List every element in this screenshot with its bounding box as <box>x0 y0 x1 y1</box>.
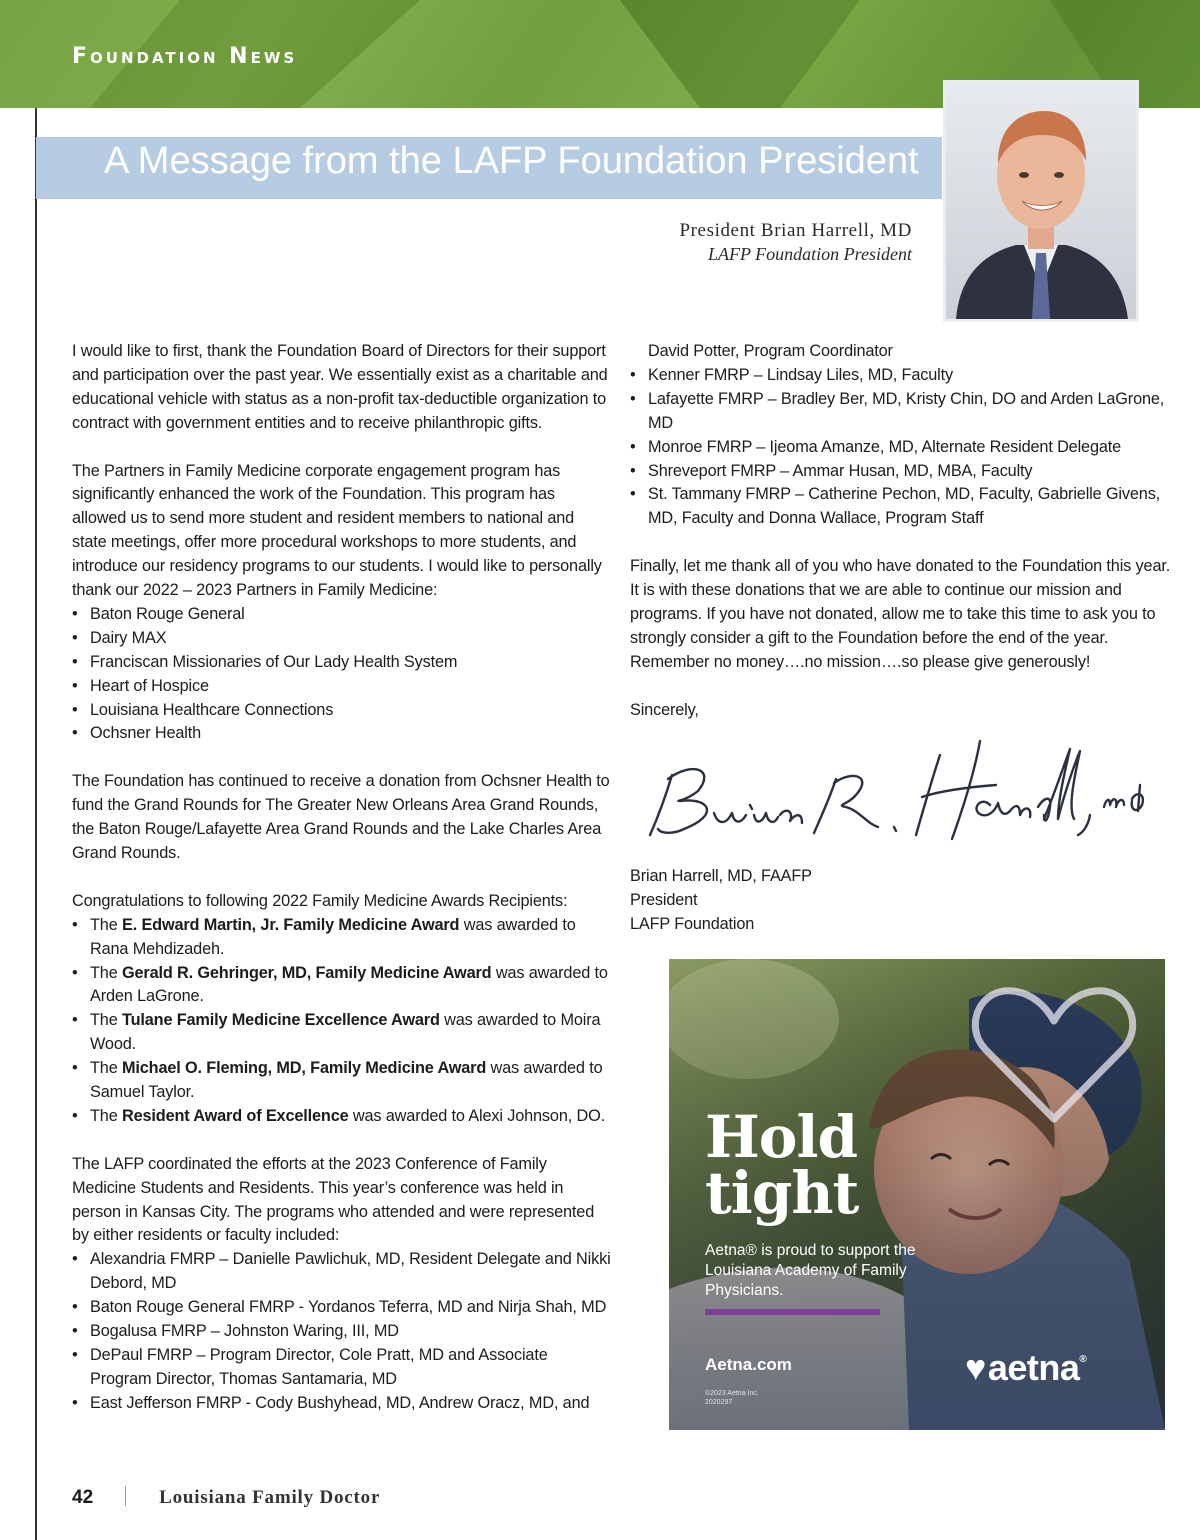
award-name: Tulane Family Medicine Excellence Award <box>121 1011 440 1030</box>
list-item: • Shreveport FMRP – Ammar Husan, MD, MBA, Faculty <box>630 460 1175 484</box>
paragraph-conference: The LAFP coordinated the efforts at the 2023 Conference of Family Medicine Students and Residents. This year’s conference was held in person in Kansas City. The programs who attended and were represented by either residents or faculty included: <box>72 1154 595 1245</box>
ad-headline: Hold tight <box>705 1103 859 1227</box>
list-item: • East Jefferson FMRP - Cody Bushyhead, MD, Andrew Oracz, MD, and <box>72 1392 612 1416</box>
ad-fine-print: ©2023 Aetna Inc. 2020297 <box>705 1390 759 1406</box>
list-item: • Heart of Hospice <box>72 675 612 699</box>
closing: Sincerely, <box>630 700 699 719</box>
award-name: E. Edward Martin, Jr. Family Medicine Award <box>121 915 460 934</box>
portrait-illustration <box>946 83 1136 319</box>
signatory-name: Brian Harrell, MD, FAAFP <box>630 867 812 886</box>
list-item: • St. Tammany FMRP – Catherine Pechon, MD, Faculty, Gabrielle Givens, MD, Faculty and Donna Wallace, Program Staff <box>630 483 1175 531</box>
paragraph-thanks: I would like to first, thank the Foundation Board of Directors for their support and participation over the past year. We essentially exist as a charitable and educational vehicle with status as a non-profit tax-deductible organization to contract with government entities and to receive philanthropic gifts. <box>72 342 608 432</box>
footer-divider <box>125 1486 126 1506</box>
aetna-logo: ♥aetna® <box>965 1347 1087 1388</box>
list-item: • DePaul FMRP – Program Director, Cole Pratt, MD and Associate Program Director, Thomas Santamaria, MD <box>72 1344 612 1392</box>
list-item: • Kenner FMRP – Lindsay Liles, MD, Faculty <box>630 364 1175 388</box>
ad-tagline: Aetna® is proud to support the Louisiana Academy of Family Physicians. <box>705 1242 916 1299</box>
ad-link[interactable]: Aetna.com <box>705 1355 792 1374</box>
list-item: • The Resident Award of Excellence was awarded to Alexi Johnson, DO. <box>72 1105 612 1129</box>
programs-list-left <box>72 1248 612 1415</box>
heart-outline-icon <box>969 979 1139 1129</box>
list-item: • Alexandria FMRP – Danielle Pawlichuk, MD, Resident Delegate and Nikki Debord, MD <box>72 1248 612 1296</box>
programs-list-right <box>630 364 1175 531</box>
list-item: • Ochsner Health <box>72 722 612 746</box>
award-name: Michael O. Fleming, MD, Family Medicine Award <box>121 1059 487 1078</box>
list-item: • The Tulane Family Medicine Excellence Award was awarded to Moira Wood. <box>72 1009 612 1057</box>
aetna-advertisement[interactable] <box>669 959 1165 1430</box>
left-margin-rule <box>35 108 37 1540</box>
awards-intro: Congratulations to following 2022 Family Medicine Awards Recipients: <box>72 891 568 910</box>
section-title: Foundation News <box>72 44 298 69</box>
partners-list <box>72 603 612 746</box>
byline-name: President Brian Harrell, MD <box>679 220 912 241</box>
award-name: Resident Award of Excellence <box>121 1106 349 1125</box>
handwritten-signature <box>640 735 1160 845</box>
list-item: • Baton Rouge General <box>72 603 612 627</box>
paragraph-grand-rounds: The Foundation has continued to receive a donation from Ochsner Health to fund the Grand Rounds for The Greater New Orleans Area Grand Rounds, the Baton Rouge/Lafayette Area Grand Rounds and the Lake Charles Area Grand Rounds. <box>72 772 610 862</box>
signatory-title: President <box>630 891 698 910</box>
award-name: Gerald R. Gehringer, MD, Family Medicine Award <box>121 963 492 982</box>
list-item: • Franciscan Missionaries of Our Lady Health System <box>72 651 612 675</box>
page-footer <box>72 1486 380 1509</box>
list-item: • Louisiana Healthcare Connections <box>72 699 612 723</box>
heart-icon: ♥ <box>965 1347 986 1388</box>
paragraph-partners-program: The Partners in Family Medicine corporate engagement program has significantly enhanced the work of the Foundation. This program has allowed us to send more student and resident members to national and state meetings, offer more procedural workshops to more students, and introduce our residency programs to our students. I would like to personally thank our 2022 – 2023 Partners in Family Medicine: <box>72 461 602 600</box>
byline <box>679 220 912 265</box>
page-number: 42 <box>72 1487 94 1508</box>
paragraph-donations: Finally, let me thank all of you who have donated to the Foundation this year. It is with these donations that we are able to continue our mission and programs. If you have not donated, allow me to take this time to ask you to strongly consider a gift to the Foundation before the end of the year. Remember no money….no mission….so please give generously! <box>630 557 1171 671</box>
right-column <box>630 340 1175 937</box>
list-item: • Dairy MAX <box>72 627 612 651</box>
list-item: • The E. Edward Martin, Jr. Family Medicine Award was awarded to Rana Mehdizadeh. <box>72 914 612 962</box>
president-portrait <box>943 80 1139 322</box>
left-column <box>72 340 612 1416</box>
list-item: • Bogalusa FMRP – Johnston Waring, III, MD <box>72 1320 612 1344</box>
list-item: • The Michael O. Fleming, MD, Family Medicine Award was awarded to Samuel Taylor. <box>72 1057 612 1105</box>
publication-name: Louisiana Family Doctor <box>159 1487 381 1508</box>
list-item: • Monroe FMRP – Ijeoma Amanze, MD, Alternate Resident Delegate <box>630 436 1175 460</box>
continued-list-text: David Potter, Program Coordinator <box>648 342 893 360</box>
byline-role: LAFP Foundation President <box>708 244 912 264</box>
ad-accent-bar <box>705 1309 880 1315</box>
page-headline: A Message from the LAFP Foundation President <box>104 140 919 182</box>
signatory-org: LAFP Foundation <box>630 915 755 934</box>
awards-list <box>72 914 612 1129</box>
list-item: • Baton Rouge General FMRP - Yordanos Teferra, MD and Nirja Shah, MD <box>72 1296 612 1320</box>
list-item: • Lafayette FMRP – Bradley Ber, MD, Kristy Chin, DO and Arden LaGrone, MD <box>630 388 1175 436</box>
list-item: • The Gerald R. Gehringer, MD, Family Medicine Award was awarded to Arden LaGrone. <box>72 962 612 1010</box>
